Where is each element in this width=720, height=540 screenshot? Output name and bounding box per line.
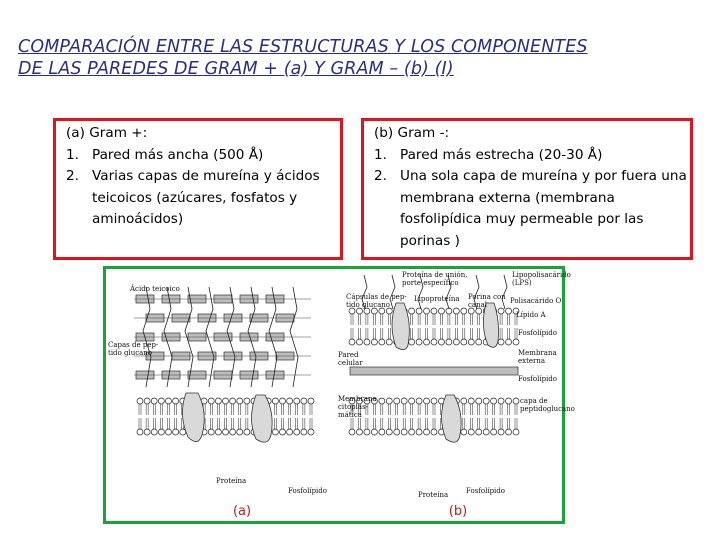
phospholipid-head	[151, 398, 157, 404]
phospholipid-head	[230, 429, 236, 435]
label-line: Capas de pep-	[108, 341, 159, 349]
label-line: Fosfolípido	[288, 487, 327, 495]
diagram-label-proteina-union	[402, 271, 467, 287]
phospholipid-head	[498, 308, 504, 314]
label-line: Polisacárido O	[510, 297, 562, 305]
phospholipid-head	[506, 308, 512, 314]
list-text: Una sola capa de mureína y por fuera una membrana externa (membrana fosfolipídica muy permeable por las porinas )	[400, 168, 687, 249]
label-line: Proteína de unión,	[402, 271, 468, 279]
phospholipid-head	[446, 339, 452, 345]
phospholipid-head	[166, 429, 172, 435]
phospholipid-head	[272, 398, 278, 404]
diagram-label-capas-pg	[108, 341, 159, 357]
phospholipid-head	[301, 398, 307, 404]
phospholipid-head	[371, 429, 377, 435]
label-line: canal	[468, 301, 488, 309]
diagram-label-acido	[129, 284, 180, 293]
phospholipid-head	[144, 398, 150, 404]
phospholipid-head	[424, 398, 430, 404]
page-title	[18, 36, 708, 80]
phospholipid-head	[151, 429, 157, 435]
label-line: peptidoglucano	[520, 405, 575, 413]
porin-protein	[392, 303, 409, 350]
cell-wall-illustration	[106, 269, 575, 521]
label-line: tido glucano	[108, 349, 153, 357]
diagram-label-fosfolipido-a	[288, 487, 327, 495]
phospholipid-head	[364, 339, 370, 345]
phospholipid-head	[476, 339, 482, 345]
phospholipid-head	[468, 339, 474, 345]
membrane-protein	[182, 393, 204, 442]
caption-a: (a)	[232, 504, 252, 519]
phospholipid-head	[431, 339, 437, 345]
diagram-label-fosfolipido-b3	[466, 487, 505, 495]
phospholipid-head	[244, 429, 250, 435]
diagram-label-lipoproteina	[414, 295, 460, 303]
label-line: Porina con	[468, 293, 506, 301]
phospholipid-head	[287, 429, 293, 435]
label-line: capa de	[520, 397, 548, 405]
phospholipid-head	[461, 339, 467, 345]
label-line: Fosfolípido	[466, 487, 505, 495]
list-text: Varias capas de mureína y ácidos teicoicos (azúcares, fosfatos y aminoácidos)	[92, 168, 320, 227]
phospholipid-head	[371, 339, 377, 345]
gram-negative-heading: (b) Gram -:	[374, 125, 450, 141]
phospholipid-head	[431, 308, 437, 314]
phospholipid-head	[287, 398, 293, 404]
label-line: externa	[518, 357, 546, 365]
phospholipid-head	[431, 429, 437, 435]
phospholipid-head	[394, 429, 400, 435]
phospholipid-head	[280, 429, 286, 435]
phospholipid-head	[208, 429, 214, 435]
gram-positive-list	[66, 145, 340, 231]
gram-negative-list	[374, 145, 690, 253]
diagram-label-lps	[512, 271, 571, 287]
phospholipid-head	[409, 308, 415, 314]
phospholipid-head	[294, 429, 300, 435]
label-line: Fosfolípido	[518, 329, 557, 337]
phospholipid-head	[173, 429, 179, 435]
label-line: Lípido A	[516, 311, 546, 319]
diagram-label-membrana	[338, 395, 377, 419]
phospholipid-head	[461, 398, 467, 404]
phospholipid-head	[424, 339, 430, 345]
phospholipid-head	[416, 339, 422, 345]
phospholipid-head	[386, 339, 392, 345]
diagram-label-proteina-b	[418, 491, 448, 499]
phospholipid-head	[379, 398, 385, 404]
phospholipid-head	[280, 398, 286, 404]
phospholipid-head	[401, 429, 407, 435]
cell-wall-diagram	[103, 266, 575, 524]
label-line: citoplas-	[338, 403, 369, 411]
label-line: Cápsulas de pep-	[346, 293, 407, 301]
phospholipid-head	[506, 339, 512, 345]
phospholipid-head	[476, 398, 482, 404]
label-line: Lipoproteína	[414, 295, 460, 303]
phospholipid-head	[461, 429, 467, 435]
phospholipid-head	[453, 339, 459, 345]
phospholipid-head	[424, 308, 430, 314]
label-line: Fosfolípido	[518, 375, 557, 383]
phospholipid-head	[386, 398, 392, 404]
phospholipid-head	[308, 398, 314, 404]
gram-positive-wall-drawing	[134, 287, 314, 442]
phospholipid-head	[158, 429, 164, 435]
phospholipid-head	[453, 308, 459, 314]
diagram-label-fosfolipido-b2	[518, 375, 557, 383]
lps-chain	[390, 275, 395, 309]
phospholipid-head	[483, 429, 489, 435]
phospholipid-head	[513, 429, 519, 435]
phospholipid-head	[491, 398, 497, 404]
peptidoglycan-layer	[350, 367, 518, 375]
phospholipid-head	[438, 339, 444, 345]
diagram-label-proteina-a	[216, 477, 246, 485]
label-line: celular	[338, 359, 363, 367]
phospholipid-head	[308, 429, 314, 435]
title-line-2: DE LAS PAREDES DE GRAM + (a) Y GRAM – (b) (I)	[18, 59, 454, 79]
phospholipid-head	[364, 429, 370, 435]
phospholipid-head	[223, 398, 229, 404]
phospholipid-head	[476, 429, 482, 435]
phospholipid-head	[438, 308, 444, 314]
diagram-label-fosfolipido-b1	[518, 329, 557, 337]
phospholipid-head	[215, 429, 221, 435]
phospholipid-head	[498, 398, 504, 404]
list-text: Pared más ancha (500 Å)	[92, 146, 264, 163]
lps-chain	[502, 275, 507, 309]
gram-negative-box	[361, 118, 693, 260]
list-text: Pared más estrecha (20-30 Å)	[400, 146, 603, 163]
diagram-labels	[108, 271, 575, 499]
phospholipid-head	[409, 429, 415, 435]
phospholipid-head	[379, 339, 385, 345]
phospholipid-head	[137, 398, 143, 404]
phospholipid-head	[416, 429, 422, 435]
phospholipid-head	[416, 398, 422, 404]
phospholipid-head	[424, 429, 430, 435]
phospholipid-head	[356, 339, 362, 345]
phospholipid-head	[513, 339, 519, 345]
phospholipid-head	[349, 429, 355, 435]
phospholipid-head	[431, 398, 437, 404]
label-line: Proteína	[216, 477, 247, 485]
phospholipid-head	[137, 429, 143, 435]
phospholipid-head	[513, 398, 519, 404]
phospholipid-head	[409, 339, 415, 345]
caption-b: (b)	[448, 504, 468, 519]
label-line: Ácido teicoico	[130, 285, 180, 293]
label-line: mática	[338, 411, 362, 419]
phospholipid-head	[356, 429, 362, 435]
phospholipid-head	[468, 429, 474, 435]
diagram-label-pared	[338, 351, 363, 367]
list-item	[66, 145, 340, 167]
phospholipid-head	[506, 398, 512, 404]
list-number: 2.	[66, 168, 79, 184]
label-line: Membrana	[518, 349, 557, 357]
phospholipid-head	[223, 429, 229, 435]
label-line: Lipopolisacárido	[512, 271, 571, 279]
phospholipid-head	[498, 429, 504, 435]
phospholipid-head	[409, 398, 415, 404]
diagram-label-polisacarido	[510, 297, 561, 305]
phospholipid-head	[272, 429, 278, 435]
title-line-1: COMPARACIÓN ENTRE LAS ESTRUCTURAS Y LOS COMPONENTES	[18, 37, 588, 57]
list-item	[374, 145, 690, 167]
label-line: Membrana	[338, 395, 377, 403]
label-line: (LPS)	[512, 279, 532, 287]
diagram-label-membrana-ext	[518, 349, 557, 365]
phospholipid-head	[506, 429, 512, 435]
phospholipid-head	[158, 398, 164, 404]
phospholipid-head	[144, 429, 150, 435]
phospholipid-head	[294, 398, 300, 404]
phospholipid-head	[166, 398, 172, 404]
phospholipid-head	[498, 339, 504, 345]
list-number: 1.	[66, 146, 79, 163]
label-line: Proteína	[418, 491, 449, 499]
phospholipid-head	[379, 429, 385, 435]
phospholipid-head	[237, 398, 243, 404]
gram-positive-heading: (a) Gram +:	[66, 125, 148, 141]
label-line: tido glucano	[346, 301, 391, 309]
phospholipid-head	[208, 398, 214, 404]
phospholipid-head	[244, 398, 250, 404]
phospholipid-head	[237, 429, 243, 435]
phospholipid-head	[230, 398, 236, 404]
phospholipid-head	[491, 429, 497, 435]
list-number: 2.	[374, 168, 387, 184]
phospholipid-head	[401, 398, 407, 404]
phospholipid-head	[215, 398, 221, 404]
label-line: porte específico	[402, 279, 459, 287]
phospholipid-head	[386, 429, 392, 435]
gram-positive-box	[53, 118, 343, 260]
phospholipid-head	[483, 398, 489, 404]
phospholipid-head	[349, 339, 355, 345]
phospholipid-head	[468, 398, 474, 404]
list-number: 1.	[374, 146, 387, 163]
phospholipid-head	[461, 308, 467, 314]
phospholipid-head	[394, 398, 400, 404]
phospholipid-head	[173, 398, 179, 404]
phospholipid-head	[301, 429, 307, 435]
label-line: Pared	[338, 351, 359, 359]
list-item	[374, 166, 690, 252]
list-item	[66, 166, 340, 231]
diagram-label-capa-pg	[520, 397, 575, 413]
diagram-label-lipido	[516, 311, 547, 319]
